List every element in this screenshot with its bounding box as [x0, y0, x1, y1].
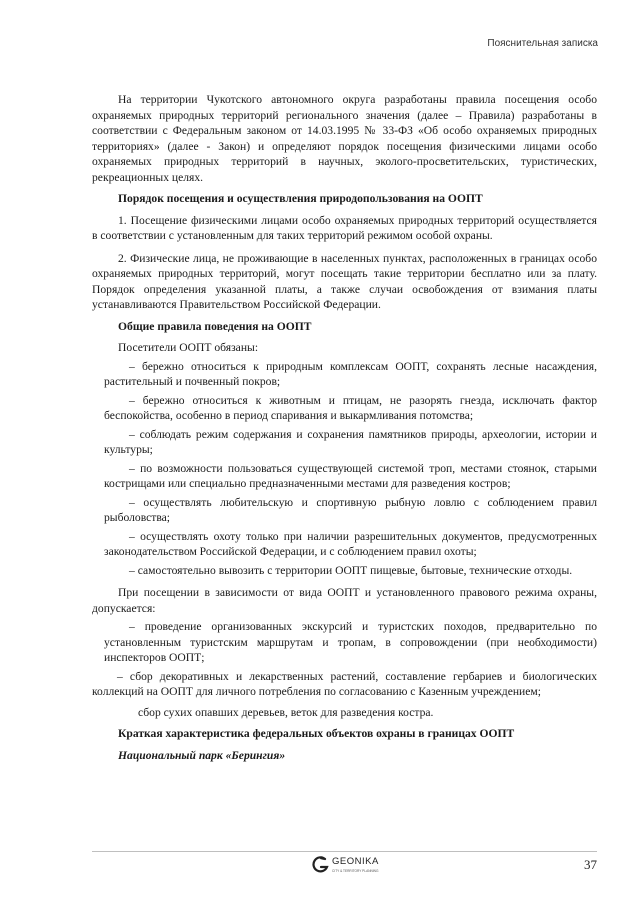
intro-paragraph: На территории Чукотского автономного округа разработаны правила посещения особо охраняемых природных территорий регионального значения (далее – Правила) разработаны в соответствии с Федеральным законом от 14.03.1995 № 33-ФЗ «Об особо охраняемых природных территориях» (далее - Закон) и определяют порядок посещения физическими лицами особо охраняемых природных территорий в научных, эколого-просветительских, туристических, рекреационных целях.	[92, 93, 597, 184]
list-item: – по возможности пользоваться существующей системой троп, местами стоянок, старыми кострищами или специально предназначенными местами для разведения костров;	[104, 461, 597, 490]
numbered-item-1: 1. Посещение физическими лицами особо охраняемых природных территорий осуществляется в соответствии с установленным для таких территорий режимом особой охраны.	[92, 213, 597, 242]
running-header: Пояснительная записка	[487, 38, 598, 49]
section-heading-federal-objects: Краткая характеристика федеральных объектов охраны в границах ООПТ	[118, 727, 515, 740]
geonika-logo-icon	[312, 855, 330, 875]
subheading-national-park: Национальный парк «Берингия»	[118, 748, 286, 762]
footer-divider	[92, 851, 597, 852]
list-item: – бережно относиться к природным комплексам ООПТ, сохранять лесные насаждения, растительный и почвенный покров;	[104, 359, 597, 388]
permitted-intro: При посещении в зависимости от вида ООПТ и установленного правового режима охраны, допускается:	[92, 586, 597, 615]
list-item: – бережно относиться к животным и птицам, не разорять гнезда, исключать фактор беспокойства, особенно в период спаривания и выкармливания потомства;	[104, 393, 597, 422]
list-item: – проведение организованных экскурсий и туристских походов, предварительно по установленным туристским маршрутам и тропам, в сопровождении (при необходимости) инспекторов ООПТ;	[104, 620, 597, 664]
list-item: – осуществлять любительскую и спортивную рыбную ловлю с соблюдением правил рыболовства;	[104, 495, 597, 524]
list-item: – самостоятельно вывозить с территории ООПТ пищевые, бытовые, технические отходы.	[129, 563, 573, 577]
section-heading-visiting-order: Порядок посещения и осуществления природопользования на ООПТ	[118, 192, 483, 205]
list-item: – соблюдать режим содержания и сохранения памятников природы, археологии, истории и культуры;	[104, 427, 597, 456]
visitors-intro: Посетители ООПТ обязаны:	[118, 341, 259, 354]
geonika-logo	[312, 853, 392, 879]
logo-subtitle: CITY & TERRITORY PLANNING	[332, 869, 379, 873]
logo-name: GEONIKA	[332, 856, 379, 867]
numbered-item-2: 2. Физические лица, не проживающие в населенных пунктах, расположенных в границах особо охраняемых природных территорий, могут посещать такие территории бесплатно или за плату. Порядок определения указанной платы, а также случаи освобождения от взимания платы устанавливаются Правительством Российской Федерации.	[92, 251, 597, 311]
list-item: – осуществлять охоту только при наличии разрешительных документов, предусмотренных законодательством Российской Федерации, и с соблюдением правил охоты;	[104, 529, 597, 558]
document-body	[92, 92, 597, 769]
page-number: 37	[584, 857, 597, 872]
list-item: – сбор декоративных и лекарственных растений, составление гербариев и биологических коллекций на ООПТ для личного потребления по согласованию с Казенным учреждением;	[92, 669, 597, 698]
section-heading-general-rules: Общие правила поведения на ООПТ	[118, 319, 312, 333]
list-item: сбор сухих опавших деревьев, веток для разведения костра.	[138, 705, 434, 719]
